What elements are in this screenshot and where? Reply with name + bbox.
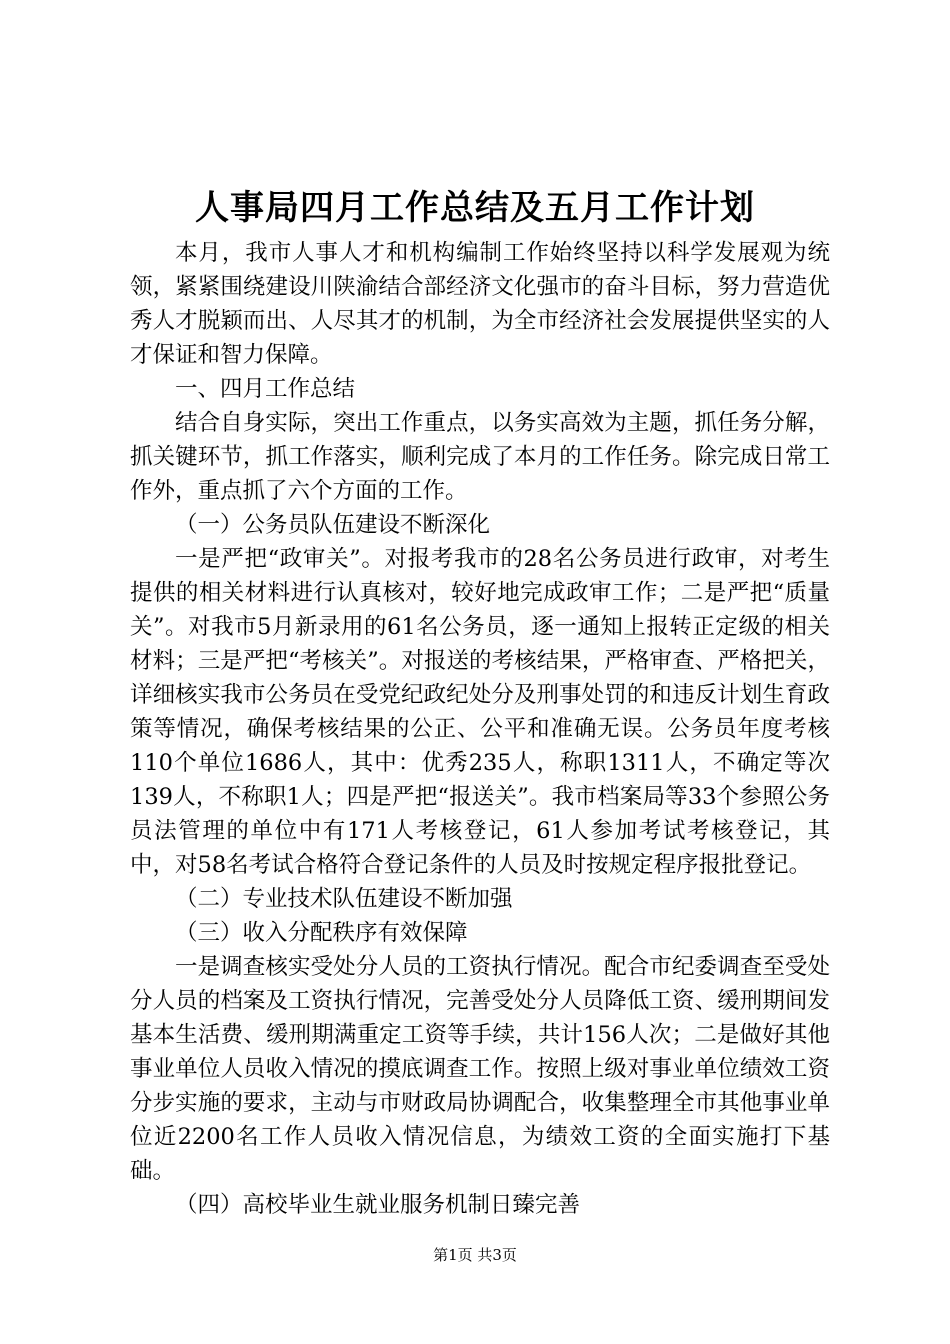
income-distribution-paragraph: 一是调查核实受处分人员的工资执行情况。配合市纪委调查至受处分人员的档案及工资执行情况，完善受处分人员降低工资、缓刑期间发基本生活费、缓刑期满重定工资等手续，共计156人次；二是做好其他事业单位人员收入情况的摸底调查工作。按照上级对事业单位绩效工资分步实施的要求，主动与市财政局协调配合，收集整理全市其他事业单位近2200名工作人员收入情况信息，为绩效工资的全面实施打下基础。 — [130, 954, 830, 1184]
subsection-heading-civil-servants: （一）公务员队伍建设不断深化 — [175, 512, 491, 538]
document-body — [130, 236, 830, 1222]
civil-servants-paragraph: 一是严把“政审关”。对报考我市的28名公务员进行政审，对考生提供的相关材料进行认真核对，较好地完成政审工作；二是严把“质量关”。对我市5月新录用的61名公务员，逐一通知上报转正定级的相关材料；三是严把“考核关”。对报送的考核结果，严格审查、严格把关，详细核实我市公务员在受党纪政纪处分及刑事处罚的和违反计划生育政策等情况，确保考核结果的公正、公平和准确无误。公务员年度考核110个单位1686人，其中：优秀235人，称职1311人，不确定等次139人，不称职1人；四是严把“报送关”。我市档案局等33个参照公务员法管理的单位中有171人考核登记，61人参加考试考核登记，其中，对58名考试合格符合登记条件的人员及时按规定程序报批登记。 — [130, 546, 830, 878]
summary-paragraph: 结合自身实际，突出工作重点，以务实高效为主题，抓任务分解，抓关键环节，抓工作落实，顺利完成了本月的工作任务。除完成日常工作外，重点抓了六个方面的工作。 — [130, 410, 830, 504]
document-title: 人事局四月工作总结及五月工作计划 — [195, 188, 755, 228]
subsection-heading-income-distribution: （三）收入分配秩序有效保障 — [175, 920, 468, 946]
subsection-heading-graduate-employment: （四）高校毕业生就业服务机制日臻完善 — [175, 1192, 581, 1218]
section-heading-april-summary: 一、四月工作总结 — [175, 376, 356, 402]
subsection-heading-professional-staff: （二）专业技术队伍建设不断加强 — [175, 886, 513, 912]
page-footer: 第1页 共3页 — [433, 1246, 517, 1264]
intro-paragraph: 本月，我市人事人才和机构编制工作始终坚持以科学发展观为统领，紧紧围绕建设川陕渝结合部经济文化强市的奋斗目标，努力营造优秀人才脱颖而出、人尽其才的机制，为全市经济社会发展提供坚实的人才保证和智力保障。 — [130, 240, 830, 368]
